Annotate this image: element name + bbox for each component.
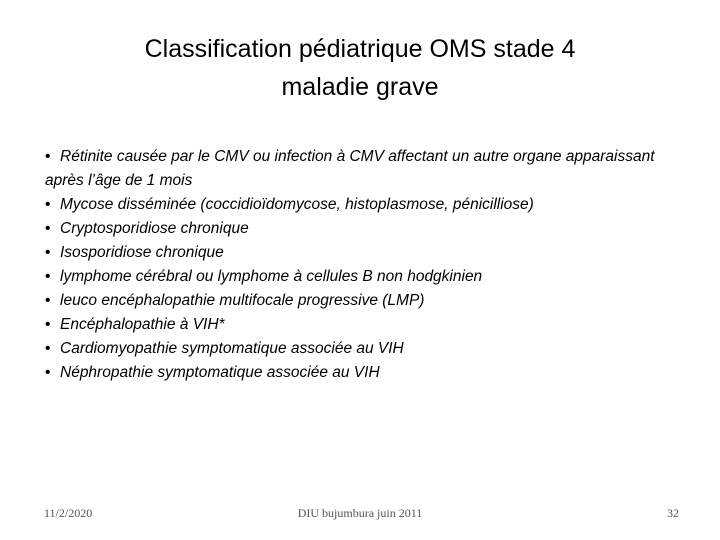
list-item [45, 337, 685, 361]
bullet-icon: • [45, 292, 51, 309]
list-item-text: Mycose disséminée (coccidioïdomycose, histoplasmose, pénicilliose) [60, 196, 534, 213]
list-item [45, 313, 685, 337]
list-item [45, 361, 685, 385]
footer-date: 11/2/2020 [44, 506, 93, 520]
bullet-icon: • [45, 148, 51, 165]
slide-title [60, 30, 660, 106]
list-item [45, 193, 685, 217]
bullet-icon: • [45, 316, 51, 333]
bullet-icon: • [45, 340, 51, 357]
footer-center-text: DIU bujumbura juin 2011 [297, 506, 423, 520]
slide-title-line-1: Classification pédiatrique OMS stade 4 [144, 35, 576, 63]
list-item [45, 217, 685, 241]
slide-title-line-2: maladie grave [281, 73, 439, 101]
bullet-icon: • [45, 244, 51, 261]
list-item [45, 289, 685, 313]
bullet-list [45, 145, 685, 385]
bullet-icon: • [45, 268, 51, 285]
list-item-text: Encéphalopathie à VIH* [60, 316, 225, 333]
list-item-text: Isosporidiose chronique [60, 244, 224, 261]
list-item-text: Rétinite causée par le CMV ou infection à CMV affectant un autre organe apparaissant après l’âge de 1 mois [45, 148, 655, 189]
list-item-text: Néphropathie symptomatique associée au VIH [60, 364, 380, 381]
list-item-text: leuco encéphalopathie multifocale progressive (LMP) [60, 292, 425, 309]
bullet-icon: • [45, 220, 51, 237]
list-item [45, 145, 685, 193]
bullet-icon: • [45, 196, 51, 213]
page-number: 32 [667, 506, 679, 520]
list-item-text: Cardiomyopathie symptomatique associée au VIH [60, 340, 404, 357]
list-item [45, 241, 685, 265]
bullet-icon: • [45, 364, 51, 381]
list-item-text: lymphome cérébral ou lymphome à cellules B non hodgkinien [60, 268, 483, 285]
list-item [45, 265, 685, 289]
list-item-text: Cryptosporidiose chronique [60, 220, 249, 237]
